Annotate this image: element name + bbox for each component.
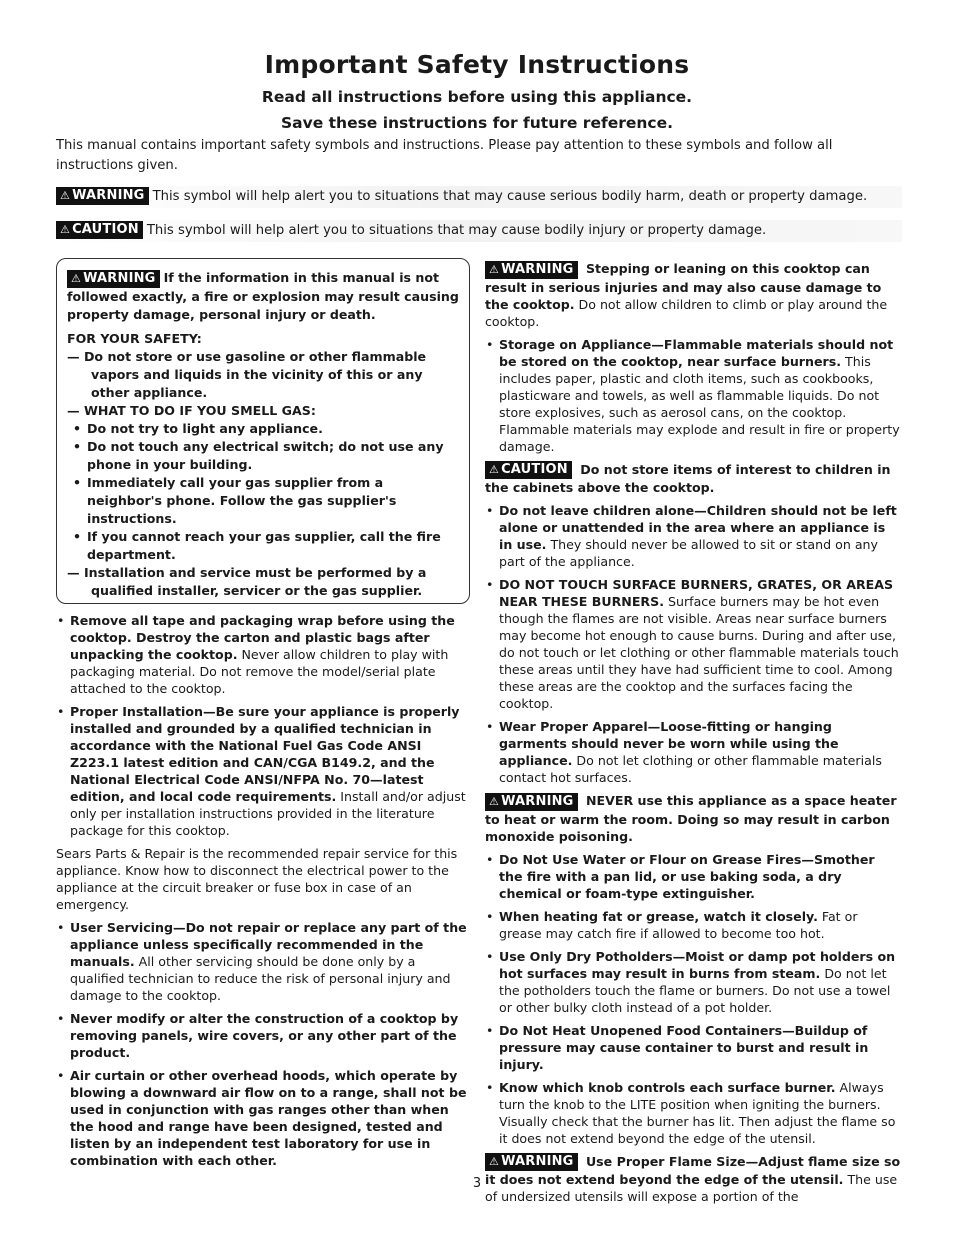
list-item: [56, 1010, 470, 1061]
page-title: Important Safety Instructions: [264, 50, 690, 79]
list-item: [56, 919, 470, 1004]
warning-badge-label: WARNING: [83, 270, 156, 286]
warning-badge-label: WARNING: [501, 1154, 574, 1169]
box-dash-item: — WHAT TO DO IF YOU SMELL GAS:: [67, 402, 316, 418]
list-item: [56, 703, 470, 839]
space-heater-warning-paragraph: [485, 792, 901, 845]
caution-badge-label: CAUTION: [72, 222, 139, 237]
item-text: Fat or grease may catch fire if allowed to become too hot.: [499, 908, 858, 941]
list-item: [485, 948, 901, 1016]
item-text: Install and/or adjust only per installation instructions provided in the literature package for this cooktop.: [70, 789, 466, 838]
warning-triangle-icon: ⚠: [489, 262, 500, 276]
item-bold-text: Wear Proper Apparel—Loose-fitting or hanging garments should never be worn while using the appliance.: [499, 719, 839, 768]
item-bold-text: Use Only Dry Potholders—Moist or damp pot holders on hot surfaces may result in burns from steam.: [499, 948, 896, 981]
warning-triangle-icon: ⚠: [60, 189, 71, 202]
item-bold-text: Do not leave children alone—Children should not be left alone or unattended in the area where an appliance is in use.: [499, 503, 897, 552]
box-bullet-item: • If you cannot reach your gas supplier, call the fire department.: [67, 528, 459, 564]
left-bullet-list: [56, 612, 470, 839]
left-bullet-list: [56, 919, 470, 1169]
page-number: 3: [472, 1176, 482, 1191]
box-warning-paragraph: [67, 269, 459, 324]
intro-paragraph: This manual contains important safety symbols and instructions. Please pay attention to these symbols and follow all instructions given.: [56, 138, 833, 173]
right-bullet-list: [485, 336, 901, 455]
list-item: [485, 851, 901, 902]
warning-badge-label: WARNING: [72, 188, 145, 203]
caution-badge: [56, 221, 143, 239]
item-text: This includes paper, plastic and cloth items, such as cookbooks, plasticware and towels, as well as flammable liquids. Do not store explosives, such as aerosol cans, on the cooktop. Flammable materials may explode and result in fire or property damage.: [499, 353, 900, 454]
item-bold-text: Proper Installation—Be sure your appliance is properly installed and grounded by a qualified technician in accordance with the National Fuel Gas Code ANSI Z223.1 latest edition and CAN/CGA B149.2, and the National Electrical Code ANSI/NFPA No. 70—latest edition, and local code requirements.: [70, 704, 460, 804]
box-dash-item: — Do not store or use gasoline or other flammable vapors and liquids in the vicinity of this or any other appliance.: [67, 348, 427, 400]
sears-repair-paragraph: Sears Parts & Repair is the recommended repair service for this appliance. Know how to disconnect the electrical power to the appliance at the circuit breaker or fuse box in case of an emergency.: [56, 846, 458, 912]
item-bold-text: DO NOT TOUCH SURFACE BURNERS, GRATES, OR AREAS NEAR THESE BURNERS.: [499, 577, 894, 609]
warning-symbol-row: [56, 186, 902, 208]
warning-badge-label: WARNING: [501, 261, 574, 277]
item-text: Do not allow children to climb or play around the cooktop.: [485, 296, 888, 329]
cabinet-caution-paragraph: [485, 461, 901, 497]
item-text: They should never be allowed to sit or stand on any part of the appliance.: [499, 537, 878, 569]
warning-badge: [485, 1153, 578, 1171]
warning-triangle-icon: ⚠: [489, 1155, 500, 1168]
list-item: [56, 612, 470, 697]
item-bold-text: Do not store items of interest to children in the cabinets above the cooktop.: [485, 461, 891, 495]
warning-badge: [485, 261, 578, 279]
list-item: [485, 576, 901, 712]
right-bullet-list: [485, 851, 901, 1147]
warning-badge: [56, 187, 149, 205]
list-item: [485, 718, 901, 786]
caution-badge-label: CAUTION: [501, 462, 568, 477]
for-your-safety-heading: FOR YOUR SAFETY:: [67, 330, 202, 346]
warning-triangle-icon: ⚠: [60, 223, 71, 236]
list-item: [485, 908, 901, 942]
item-bold-text: Do Not Heat Unopened Food Containers—Buildup of pressure may cause container to burst and result in injury.: [499, 1022, 869, 1072]
box-warning-text: If the information in this manual is not followed exactly, a fire or explosion may result causing property damage, personal injury or death.: [67, 270, 459, 322]
warning-symbol-text: This symbol will help alert you to situations that may cause serious bodily harm, death or property damage.: [152, 189, 868, 204]
caution-symbol-row: [56, 220, 902, 242]
item-text: Do not let the potholders touch the flame or burners. Do not use a towel or other bulky cloth instead of a pot holder.: [499, 965, 891, 1015]
item-bold-text: Storage on Appliance—Flammable materials should not be stored on the cooktop, near surface burners.: [499, 336, 894, 369]
item-text: Always turn the knob to the LITE position when igniting the burners. Visually check that the burner has lit. Then adjust the flame so it does not extend beyond the edge of the utensil.: [499, 1079, 896, 1146]
list-item: [485, 502, 901, 570]
warning-badge: [485, 793, 578, 811]
subtitle-save-instructions: Save these instructions for future reference.: [280, 114, 673, 132]
item-bold-text: Never modify or alter the construction of a cooktop by removing panels, wire covers, or any other part of the product.: [70, 1011, 459, 1060]
box-dash-item: — Installation and service must be performed by a qualified installer, servicer or the gas supplier.: [67, 564, 427, 598]
cooktop-warning-paragraph: [485, 260, 901, 330]
list-item: [56, 1067, 470, 1169]
box-bullet-item: • Do not touch any electrical switch; do not use any phone in your building.: [67, 438, 459, 474]
warning-triangle-icon: ⚠: [489, 463, 500, 476]
item-text: Surface burners may be hot even though the flames are not visible. Areas near surface burners may become hot enough to cause burns. During and after use, do not touch or let clothing or other flammable materials touch these areas until they have had sufficient time to cool. Among these areas are the cooktop and the surfaces facing the cooktop.: [499, 594, 899, 711]
warning-badge-label: WARNING: [501, 793, 574, 809]
item-bold-text: Remove all tape and packaging wrap before using the cooktop. Destroy the carton and plastic bags after unpacking the cooktop.: [70, 613, 455, 662]
item-bold-text: User Servicing—Do not repair or replace any part of the appliance unless specifically recommended in the manuals.: [70, 920, 467, 969]
item-bold-text: Use Proper Flame Size—Adjust flame size so it does not extend beyond the edge of the utensil.: [485, 1153, 901, 1187]
warning-badge: [67, 270, 160, 288]
list-item: [485, 1022, 901, 1073]
list-item: [485, 336, 901, 455]
warning-triangle-icon: ⚠: [71, 271, 82, 285]
item-text: Do not let clothing or other flammable materials contact hot surfaces.: [499, 753, 882, 785]
right-column: [485, 260, 901, 1211]
list-item: [485, 1079, 901, 1147]
subtitle-read-instructions: Read all instructions before using this appliance.: [261, 88, 693, 106]
item-bold-text: Do Not Use Water or Flour on Grease Fires—Smother the fire with a pan lid, or use baking soda, a dry chemical or foam-type extinguisher.: [499, 851, 875, 901]
item-text: The use of undersized utensils will expose a portion of the: [485, 1172, 898, 1204]
item-bold-text: When heating fat or grease, watch it closely.: [499, 908, 818, 924]
gas-warning-box: [56, 258, 470, 604]
item-text: All other servicing should be done only by a qualified technician to reduce the risk of personal injury and damage to the cooktop.: [70, 954, 451, 1003]
caution-badge: [485, 461, 572, 479]
item-bold-text: Stepping or leaning on this cooktop can result in serious injuries and may also cause damage to the cooktop.: [485, 261, 882, 312]
item-bold-text: Air curtain or other overhead hoods, which operate by blowing a downward air flow on to a range, shall not be used in conjunction with gas ranges other than when the hood and range have been designed, tested and listen by an independent test laboratory for use in combination with each other.: [70, 1068, 467, 1168]
left-column: [56, 612, 470, 1175]
item-text: Never allow children to play with packaging material. Do not remove the model/serial plate attached to the cooktop.: [70, 647, 449, 696]
caution-symbol-text: This symbol will help alert you to situations that may cause bodily injury or property damage.: [146, 223, 767, 238]
box-bullet-item: • Immediately call your gas supplier from a neighbor's phone. Follow the gas supplier's instructions.: [67, 474, 459, 528]
box-bullet-item: • Do not try to light any appliance.: [67, 420, 459, 438]
warning-triangle-icon: ⚠: [489, 794, 500, 808]
item-bold-text: Know which knob controls each surface burner.: [499, 1079, 836, 1095]
right-bullet-list: [485, 502, 901, 786]
item-bold-text: NEVER use this appliance as a space heater to heat or warm the room. Doing so may result in carbon monoxide poisoning.: [485, 793, 897, 844]
